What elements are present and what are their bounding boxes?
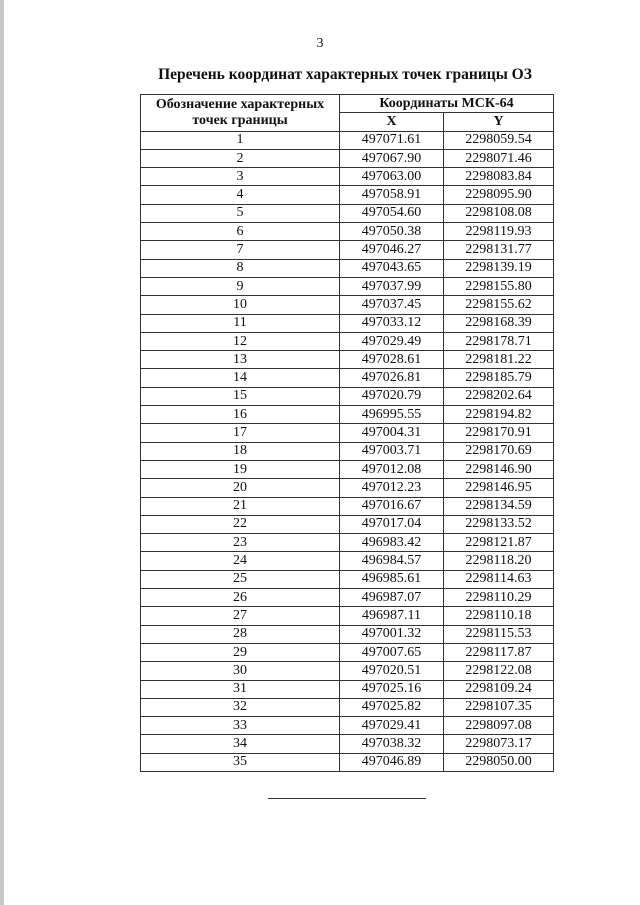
point-number-cell: 24 — [141, 552, 340, 570]
x-coordinate-cell: 496984.57 — [340, 552, 444, 570]
table-row — [141, 186, 554, 204]
x-coordinate-cell: 497050.38 — [340, 223, 444, 241]
point-number-cell: 15 — [141, 387, 340, 405]
table-body — [141, 131, 554, 771]
y-coordinate-cell: 2298146.95 — [444, 479, 554, 497]
x-coordinate-cell: 497043.65 — [340, 259, 444, 277]
x-coordinate-cell: 497012.23 — [340, 479, 444, 497]
coordinates-table — [140, 94, 554, 772]
x-coordinate-cell: 497058.91 — [340, 186, 444, 204]
point-number-cell: 31 — [141, 680, 340, 698]
point-number-cell: 28 — [141, 625, 340, 643]
point-number-cell: 7 — [141, 241, 340, 259]
x-coordinate-cell: 497004.31 — [340, 424, 444, 442]
y-coordinate-cell: 2298110.29 — [444, 589, 554, 607]
point-number-cell: 2 — [141, 149, 340, 167]
header-y: Y — [444, 113, 554, 131]
x-coordinate-cell: 496987.07 — [340, 589, 444, 607]
x-coordinate-cell: 496987.11 — [340, 607, 444, 625]
x-coordinate-cell: 497026.81 — [340, 369, 444, 387]
x-coordinate-cell: 497046.27 — [340, 241, 444, 259]
x-coordinate-cell: 497038.32 — [340, 735, 444, 753]
x-coordinate-cell: 496985.61 — [340, 570, 444, 588]
y-coordinate-cell: 2298107.35 — [444, 698, 554, 716]
point-number-cell: 29 — [141, 643, 340, 661]
point-number-cell: 25 — [141, 570, 340, 588]
x-coordinate-cell: 497046.89 — [340, 753, 444, 771]
point-number-cell: 21 — [141, 497, 340, 515]
page-number: 3 — [316, 36, 324, 51]
header-coordinates: Координаты МСК-64 — [340, 95, 554, 113]
x-coordinate-cell: 497067.90 — [340, 149, 444, 167]
table-row — [141, 277, 554, 295]
y-coordinate-cell: 2298168.39 — [444, 314, 554, 332]
table-row — [141, 534, 554, 552]
x-coordinate-cell: 497003.71 — [340, 442, 444, 460]
y-coordinate-cell: 2298133.52 — [444, 515, 554, 533]
x-coordinate-cell: 496995.55 — [340, 406, 444, 424]
y-coordinate-cell: 2298109.24 — [444, 680, 554, 698]
y-coordinate-cell: 2298202.64 — [444, 387, 554, 405]
y-coordinate-cell: 2298185.79 — [444, 369, 554, 387]
table-row — [141, 717, 554, 735]
x-coordinate-cell: 497029.49 — [340, 332, 444, 350]
x-coordinate-cell: 497025.82 — [340, 698, 444, 716]
point-number-cell: 35 — [141, 753, 340, 771]
table-row — [141, 570, 554, 588]
header-designation: Обозначение характерных точек границы — [141, 95, 340, 132]
point-number-cell: 12 — [141, 332, 340, 350]
scan-edge — [0, 0, 4, 905]
x-coordinate-cell: 497033.12 — [340, 314, 444, 332]
table-row — [141, 204, 554, 222]
y-coordinate-cell: 2298071.46 — [444, 149, 554, 167]
point-number-cell: 26 — [141, 589, 340, 607]
x-coordinate-cell: 496983.42 — [340, 534, 444, 552]
point-number-cell: 16 — [141, 406, 340, 424]
x-coordinate-cell: 497037.99 — [340, 277, 444, 295]
point-number-cell: 14 — [141, 369, 340, 387]
point-number-cell: 19 — [141, 460, 340, 478]
point-number-cell: 23 — [141, 534, 340, 552]
table-row — [141, 680, 554, 698]
point-number-cell: 32 — [141, 698, 340, 716]
x-coordinate-cell: 497054.60 — [340, 204, 444, 222]
table-row — [141, 460, 554, 478]
y-coordinate-cell: 2298155.62 — [444, 296, 554, 314]
table-row — [141, 552, 554, 570]
point-number-cell: 9 — [141, 277, 340, 295]
y-coordinate-cell: 2298181.22 — [444, 351, 554, 369]
y-coordinate-cell: 2298170.91 — [444, 424, 554, 442]
y-coordinate-cell: 2298117.87 — [444, 643, 554, 661]
table-row — [141, 497, 554, 515]
table-row — [141, 625, 554, 643]
footer-divider — [268, 798, 426, 799]
point-number-cell: 22 — [141, 515, 340, 533]
y-coordinate-cell: 2298097.08 — [444, 717, 554, 735]
y-coordinate-cell: 2298095.90 — [444, 186, 554, 204]
y-coordinate-cell: 2298194.82 — [444, 406, 554, 424]
point-number-cell: 27 — [141, 607, 340, 625]
table-row — [141, 223, 554, 241]
point-number-cell: 10 — [141, 296, 340, 314]
point-number-cell: 8 — [141, 259, 340, 277]
x-coordinate-cell: 497029.41 — [340, 717, 444, 735]
y-coordinate-cell: 2298134.59 — [444, 497, 554, 515]
table-row — [141, 351, 554, 369]
x-coordinate-cell: 497071.61 — [340, 131, 444, 149]
x-coordinate-cell: 497016.67 — [340, 497, 444, 515]
table-row — [141, 406, 554, 424]
table-row — [141, 314, 554, 332]
y-coordinate-cell: 2298114.63 — [444, 570, 554, 588]
point-number-cell: 6 — [141, 223, 340, 241]
x-coordinate-cell: 497007.65 — [340, 643, 444, 661]
point-number-cell: 17 — [141, 424, 340, 442]
y-coordinate-cell: 2298050.00 — [444, 753, 554, 771]
table-row — [141, 296, 554, 314]
x-coordinate-cell: 497028.61 — [340, 351, 444, 369]
table-row — [141, 241, 554, 259]
x-coordinate-cell: 497020.51 — [340, 662, 444, 680]
table-row — [141, 259, 554, 277]
y-coordinate-cell: 2298121.87 — [444, 534, 554, 552]
table-row — [141, 643, 554, 661]
point-number-cell: 34 — [141, 735, 340, 753]
y-coordinate-cell: 2298119.93 — [444, 223, 554, 241]
x-coordinate-cell: 497063.00 — [340, 168, 444, 186]
x-coordinate-cell: 497037.45 — [340, 296, 444, 314]
x-coordinate-cell: 497025.16 — [340, 680, 444, 698]
table-row — [141, 753, 554, 771]
table-row — [141, 442, 554, 460]
point-number-cell: 11 — [141, 314, 340, 332]
table-row — [141, 149, 554, 167]
table-row — [141, 332, 554, 350]
table-row — [141, 515, 554, 533]
y-coordinate-cell: 2298118.20 — [444, 552, 554, 570]
y-coordinate-cell: 2298122.08 — [444, 662, 554, 680]
table-row — [141, 589, 554, 607]
point-number-cell: 33 — [141, 717, 340, 735]
point-number-cell: 18 — [141, 442, 340, 460]
y-coordinate-cell: 2298139.19 — [444, 259, 554, 277]
y-coordinate-cell: 2298155.80 — [444, 277, 554, 295]
table-row — [141, 387, 554, 405]
x-coordinate-cell: 497001.32 — [340, 625, 444, 643]
table-row — [141, 662, 554, 680]
point-number-cell: 13 — [141, 351, 340, 369]
y-coordinate-cell: 2298108.08 — [444, 204, 554, 222]
y-coordinate-cell: 2298146.90 — [444, 460, 554, 478]
table-row — [141, 369, 554, 387]
table-row — [141, 424, 554, 442]
table-row — [141, 607, 554, 625]
table-row — [141, 735, 554, 753]
document-title: Перечень координат характерных точек границы ОЗ — [158, 66, 532, 83]
y-coordinate-cell: 2298115.53 — [444, 625, 554, 643]
y-coordinate-cell: 2298170.69 — [444, 442, 554, 460]
y-coordinate-cell: 2298073.17 — [444, 735, 554, 753]
point-number-cell: 20 — [141, 479, 340, 497]
point-number-cell: 5 — [141, 204, 340, 222]
y-coordinate-cell: 2298178.71 — [444, 332, 554, 350]
table-row — [141, 168, 554, 186]
table-row — [141, 698, 554, 716]
x-coordinate-cell: 497017.04 — [340, 515, 444, 533]
y-coordinate-cell: 2298131.77 — [444, 241, 554, 259]
point-number-cell: 30 — [141, 662, 340, 680]
table-row — [141, 131, 554, 149]
y-coordinate-cell: 2298110.18 — [444, 607, 554, 625]
x-coordinate-cell: 497020.79 — [340, 387, 444, 405]
point-number-cell: 3 — [141, 168, 340, 186]
header-x: X — [340, 113, 444, 131]
x-coordinate-cell: 497012.08 — [340, 460, 444, 478]
y-coordinate-cell: 2298059.54 — [444, 131, 554, 149]
table-row — [141, 479, 554, 497]
point-number-cell: 1 — [141, 131, 340, 149]
y-coordinate-cell: 2298083.84 — [444, 168, 554, 186]
point-number-cell: 4 — [141, 186, 340, 204]
